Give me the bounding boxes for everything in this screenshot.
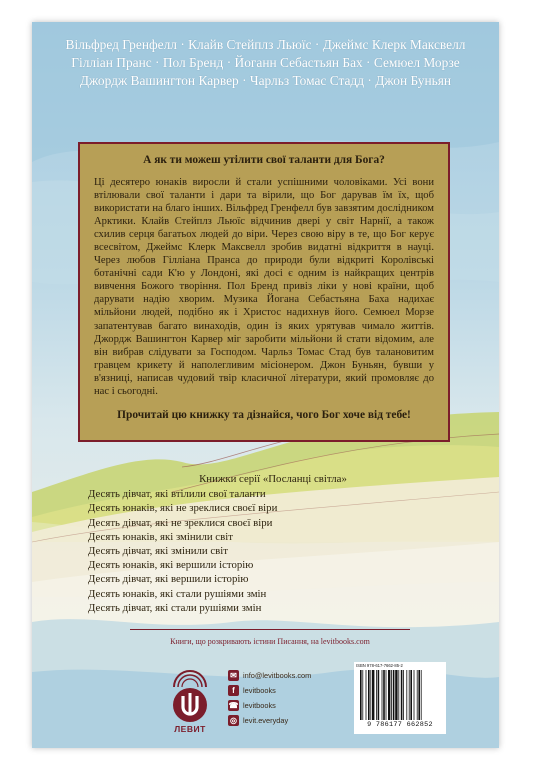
publisher-name: ЛЕВИТ bbox=[174, 724, 206, 734]
series-item: Десять дівчат, які змінили світ bbox=[88, 545, 228, 558]
series-item: Десять дівчат, які стали рушіями змін bbox=[88, 601, 262, 614]
viber-icon: ☎ bbox=[228, 700, 239, 710]
barcode-bar bbox=[382, 670, 383, 720]
footer-divider bbox=[130, 629, 410, 630]
barcode-bar bbox=[401, 670, 403, 720]
contact-viber[interactable] bbox=[228, 698, 348, 713]
contact-facebook[interactable] bbox=[228, 683, 348, 698]
barcode-bar bbox=[360, 670, 362, 720]
mail-icon: ✉ bbox=[228, 670, 239, 681]
names-line: Гілліан Пранс · Пол Бренд · Йоганн Себастьян Бах · Семюел Морзе bbox=[71, 55, 460, 70]
barcode-bar bbox=[362, 670, 363, 720]
barcode-bar bbox=[366, 670, 367, 720]
series-item: Десять дівчат, які вершили історію bbox=[88, 573, 249, 586]
barcode-bar bbox=[383, 670, 385, 720]
series-item: Десять дівчат, які втілили свої таланти bbox=[88, 488, 266, 501]
series-item: Десять юнаків, які змінили світ bbox=[88, 530, 233, 543]
barcode-bars bbox=[360, 670, 442, 720]
barcode-bar bbox=[391, 670, 392, 720]
contact-text: levit.everyday bbox=[243, 716, 289, 725]
barcode-bar bbox=[421, 670, 422, 720]
series-item: Десять юнаків, які стали рушіями змін bbox=[88, 587, 267, 600]
isbn-label: ISBN 978-617-7662-85-2 bbox=[356, 663, 403, 668]
contact-instagram[interactable] bbox=[228, 713, 348, 728]
publisher-logo-icon bbox=[164, 667, 216, 727]
series-list bbox=[88, 472, 418, 615]
barcode-bar bbox=[395, 670, 397, 720]
description-panel bbox=[78, 142, 450, 442]
barcode-bar bbox=[378, 670, 380, 720]
barcode-bar bbox=[409, 670, 410, 720]
names-line: Вільфред Гренфелл · Клайв Стейплз Льюїс · Джеймс Клерк Максвелл bbox=[65, 37, 466, 52]
back-cover bbox=[32, 22, 499, 748]
barcode-bar bbox=[376, 670, 377, 720]
names-line: Джордж Вашингтон Карвер · Чарльз Томас Стадд · Джон Буньян bbox=[79, 73, 452, 88]
contact-text: levitbooks bbox=[243, 701, 276, 710]
panel-body: Ці десятеро юнаків виросли й стали успішними чоловіками. Усі вони втілювали свої таланти і дари та вірили, що Бог дарував їм їх, щоб використати на благо інших. Вільфред Гренфелл був завзятим дослідником Арктики. Клайв Стейплз Льюїс відчинив двері у світ Нарнії, а також схилив серця багатьох людей до віри. Через свою віру в те, що Бог керує всесвітом, Джеймс Клерк Максвелл зробив видатні відкриття в науці. Через любов Гілліана Пранса до природи були відкриті Королівські ботанічні сади К'ю у Лондоні, які досі є одним із найкращих центрів вивчення Божого творіння. Пол Бренд привіз ліки у нові країни, щоб дарувати надію хворим. Музика Йогана Себастьяна Баха надихає мільйони людей, подібно як і Христос надихнув його. Семюел Морзе запатентував багато винаходів, один із яких урятував чимало життів. Джордж Вашингтон Карвер міг заробити мільйони й стати відомим, але він вибрав слідувати за Господом. Чарльз Томас Стад був талановитим гравцем крикету й наполегливим місіонером. Джон Буньян, бувши у в'язниці, написав чудовий твір класичної літератури, який промовляє до нас і сьогодні. bbox=[94, 177, 434, 397]
barcode-bar bbox=[417, 670, 418, 720]
barcode-bar bbox=[386, 670, 387, 720]
series-header: Книжки серії «Посланці світла» bbox=[199, 473, 347, 485]
barcode-bar bbox=[410, 670, 412, 720]
series-item: Десять дівчат, які не зреклися своєї віри bbox=[88, 516, 273, 529]
series-item: Десять юнаків, які не зреклися своєї віри bbox=[88, 502, 278, 515]
barcode-bar bbox=[398, 670, 399, 720]
isbn-barcode bbox=[354, 662, 446, 734]
instagram-icon: ◎ bbox=[228, 715, 239, 726]
barcode-bar bbox=[414, 670, 415, 720]
contact-list bbox=[228, 668, 348, 728]
facebook-icon: f bbox=[228, 685, 239, 696]
barcode-bar bbox=[370, 670, 371, 720]
panel-call-to-action: Прочитай цю книжку та дізнайся, чого Бог хоче від тебе! bbox=[117, 408, 411, 421]
contact-text: info@levitbooks.com bbox=[243, 671, 312, 680]
barcode-bar bbox=[368, 670, 370, 720]
featured-names bbox=[32, 36, 499, 90]
barcode-number: 9 786177 662852 bbox=[367, 721, 433, 729]
barcode-bar bbox=[393, 670, 395, 720]
footer-tagline: Книги, що розкривають істини Писання, на levitbooks.com bbox=[170, 637, 370, 646]
contact-text: levitbooks bbox=[243, 686, 276, 695]
barcode-bar bbox=[403, 670, 404, 720]
series-item: Десять юнаків, які вершили історію bbox=[88, 559, 254, 572]
barcode-bar bbox=[418, 670, 420, 720]
barcode-bar bbox=[372, 670, 374, 720]
barcode-bar bbox=[406, 670, 407, 720]
barcode-bar bbox=[388, 670, 390, 720]
panel-question: А як ти можеш утілити свої таланти для Бога? bbox=[143, 154, 385, 166]
contact-email[interactable] bbox=[228, 668, 348, 683]
